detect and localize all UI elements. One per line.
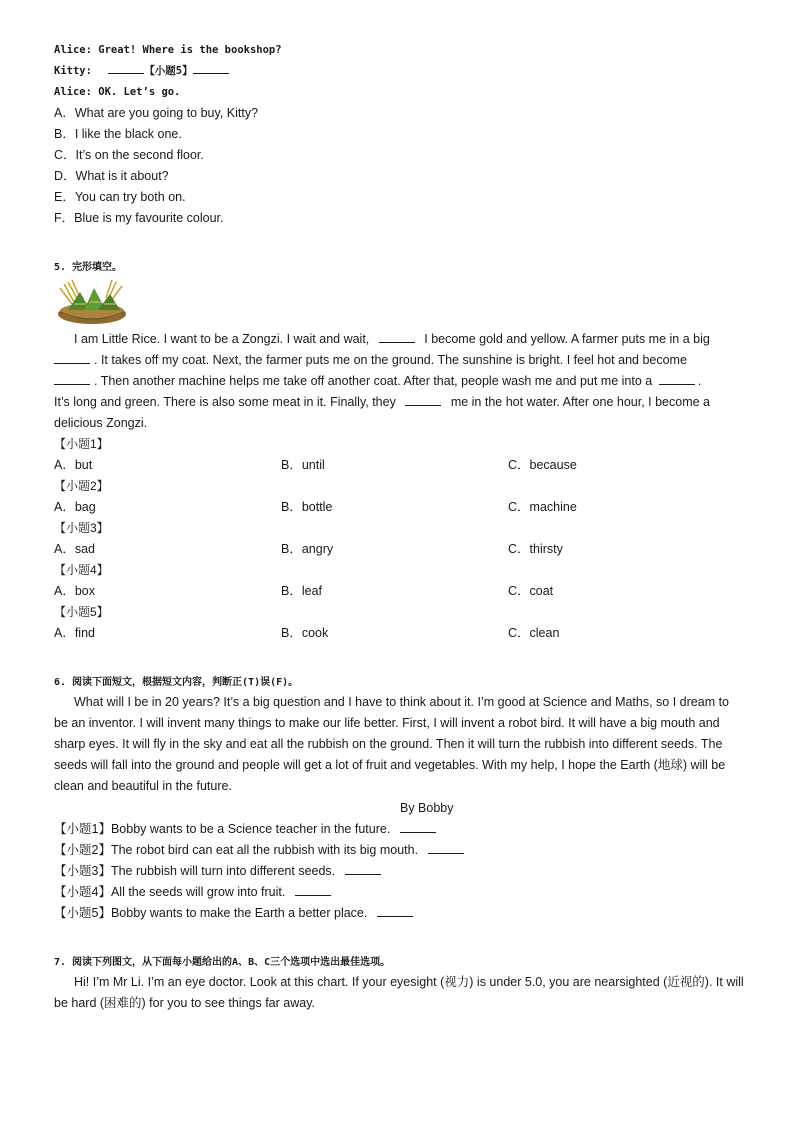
q6-answer-blank-5[interactable] — [377, 906, 413, 917]
q6-passage: What will I be in 20 years? It’s a big question and I have to think about it. I’m good at Science and Maths, so I dream to be an inventor. I will invent many things to make our life better. First, I will invent a robot bird. It will have a big mouth and sharp eyes. It will fly in the sky and eat all the rubbish on the ground. Then it will turn the rubbish into different seeds. The seeds will fall into the ground and people will get a lot of fruit and vegetables. With my help, I hope the Earth (地球) will be clean and beautiful in the future. — [54, 695, 729, 793]
q6-statement-2 — [54, 842, 464, 858]
q5-passage-line-1 — [74, 331, 710, 347]
q5-blank-4[interactable] — [659, 374, 695, 385]
q6-statement-text: 【小题5】Bobby wants to make the Earth a better place. — [54, 906, 368, 920]
q6-answer-blank-1[interactable] — [400, 822, 436, 833]
q6-statement-text: 【小题4】All the seeds will grow into fruit. — [54, 885, 286, 899]
q5-passage-line-2 — [54, 352, 687, 368]
option-d: D．What is it about? — [54, 169, 169, 183]
q5-sub3-option-b[interactable]: B．angry — [281, 542, 334, 556]
q5-sub2-option-a[interactable]: A．bag — [54, 500, 96, 514]
q5-sub2-option-b[interactable]: B．bottle — [281, 500, 333, 514]
q6-statement-5 — [54, 905, 413, 921]
q5-text-segment: . — [697, 374, 702, 388]
q5-sub5-option-c[interactable]: C．clean — [508, 626, 560, 640]
q7-heading: 7. 阅读下列图文，从下面每小题给出的A、B、C三个选项中选出最佳选项。 — [54, 957, 391, 968]
answer-blank[interactable] — [108, 63, 144, 74]
q5-blank-2[interactable] — [54, 353, 90, 364]
q5-text-segment: . It takes off my coat. Next, the farmer puts me on the ground. The sunshine is bright. I feel hot and become — [94, 353, 687, 367]
q6-heading: 6. 阅读下面短文，根据短文内容，判断正(T)误(F)。 — [54, 677, 299, 688]
q6-answer-blank-2[interactable] — [428, 843, 464, 854]
q5-sub2-option-c[interactable]: C．machine — [508, 500, 577, 514]
q5-sub-label-2: 【小题2】 — [54, 479, 109, 493]
q6-statement-text: 【小题1】Bobby wants to be a Science teacher in the future. — [54, 822, 391, 836]
q5-blank-5[interactable] — [405, 395, 441, 406]
option-c: C．It’s on the second floor. — [54, 148, 204, 162]
dialogue-line-alice-2: Alice: OK. Let’s go. — [54, 86, 181, 98]
zongzi-basket-image — [54, 280, 130, 328]
option-e: E．You can try both on. — [54, 190, 186, 204]
q5-passage-line-4 — [54, 394, 710, 410]
q5-sub1-option-a[interactable]: A．but — [54, 458, 93, 472]
q5-sub-label-4: 【小题4】 — [54, 563, 109, 577]
kitty-speaker: Kitty: — [54, 65, 92, 77]
q5-text-segment: I become gold and yellow. A farmer puts me in a big — [424, 332, 710, 346]
q6-answer-blank-3[interactable] — [345, 864, 381, 875]
q5-sub4-option-a[interactable]: A．box — [54, 584, 95, 598]
q5-sub-label-1: 【小题1】 — [54, 437, 109, 451]
q5-sub1-option-b[interactable]: B．until — [281, 458, 325, 472]
dialogue-line-kitty — [54, 63, 229, 79]
q5-text-segment: . Then another machine helps me take off another coat. After that, people wash me and put me into a — [94, 374, 653, 388]
q6-statement-1 — [54, 821, 436, 837]
q5-blank-3[interactable] — [54, 374, 90, 385]
q5-sub3-option-c[interactable]: C．thirsty — [508, 542, 563, 556]
q6-byline: By Bobby — [400, 801, 454, 815]
blank-label-subq5: 【小题5】 — [144, 65, 193, 77]
q5-sub5-option-a[interactable]: A．find — [54, 626, 95, 640]
q5-sub-label-3: 【小题3】 — [54, 521, 109, 535]
q5-sub-label-5: 【小题5】 — [54, 605, 109, 619]
q5-passage-line-5: delicious Zongzi. — [54, 416, 148, 430]
q7-passage: Hi! I’m Mr Li. I’m an eye doctor. Look at this chart. If your eyesight (视力) is under 5.0, you are nearsighted (近视的). It will be hard (困难的) for you to see things far away. — [54, 975, 744, 1010]
q5-passage-line-3 — [54, 373, 701, 389]
q5-text-segment: me in the hot water. After one hour, I become a — [450, 395, 710, 409]
answer-blank-tail — [193, 63, 229, 74]
q6-statement-3 — [54, 863, 381, 879]
option-b: B．I like the black one. — [54, 127, 182, 141]
q5-sub4-option-b[interactable]: B．leaf — [281, 584, 322, 598]
q5-text-segment: It’s long and green. There is also some meat in it. Finally, they — [54, 395, 396, 409]
q6-statement-4 — [54, 884, 331, 900]
q6-statement-text: 【小题2】The robot bird can eat all the rubbish with its big mouth. — [54, 843, 419, 857]
dialogue-line-alice-1: Alice: Great! Where is the bookshop? — [54, 44, 282, 56]
option-f: F．Blue is my favourite colour. — [54, 211, 224, 225]
q5-sub1-option-c[interactable]: C．because — [508, 458, 577, 472]
q5-text-segment: I am Little Rice. I want to be a Zongzi. I wait and wait, — [74, 332, 370, 346]
q5-sub3-option-a[interactable]: A．sad — [54, 542, 95, 556]
q6-statement-text: 【小题3】The rubbish will turn into different seeds. — [54, 864, 336, 878]
option-a: A．What are you going to buy, Kitty? — [54, 106, 259, 120]
q5-heading: 5. 完形填空。 — [54, 262, 123, 273]
q5-blank-1[interactable] — [379, 332, 415, 343]
q6-answer-blank-4[interactable] — [295, 885, 331, 896]
q5-sub4-option-c[interactable]: C．coat — [508, 584, 554, 598]
q5-sub5-option-b[interactable]: B．cook — [281, 626, 329, 640]
